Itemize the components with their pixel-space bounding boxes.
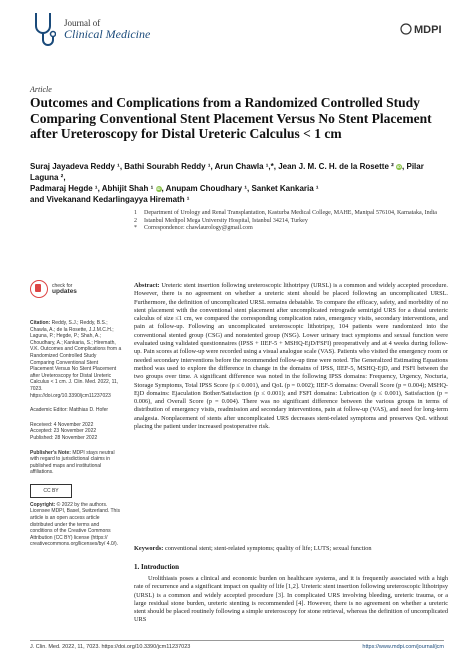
mdpi-label: MDPI [414,24,442,36]
mdpi-logo-icon [400,20,444,38]
keywords-text: conventional stent; stent-related symptoms; quality of life; LUTS; sexual function [164,545,372,552]
affiliation-number: 2 [134,217,137,224]
affiliation-item [134,218,454,226]
journal-name: Clinical Medicine [64,27,151,41]
check-for-updates-button[interactable] [30,280,122,298]
affiliation-item [134,225,454,233]
copyright-label: Copyright: [30,501,56,508]
updates-check-label: check for [52,283,73,289]
updates-label: updates [52,288,77,295]
published-date: Published: 28 November 2022 [30,434,98,441]
orcid-icon[interactable]: iD [397,164,402,169]
citation-block [30,320,122,399]
footer-citation[interactable]: J. Clin. Med. 2022, 11, 7023. https://doi.org/10.3390/jcm11237023 [30,644,191,650]
copyright-text: © 2022 by the authors. Licensee MDPI, Basel, Switzerland. This article is an open access article distributed under the terms and conditions of the Creative Commons Attribution (CC BY) license (https:// creativecommons.org/licenses/by/ 4.0/). [30,501,120,548]
received-date: Received: 4 November 2022 [30,421,94,428]
author-line-5: and Vivekanand Kedarlingayya Hiremath ¹ [30,195,190,204]
introduction-paragraph: Urolithiasis poses a clinical and economic burden on healthcare systems, and it is frequently associated with a high rate of recurrence and a significant impact on quality of life [1,2]. Ureteric stent insertion following ureteroscopic lithotripsy (URSL) is a common and widely accepted procedure [3]. In complicated URS involving bleeding, ureteric trauma, or a large residual stone burden, ureteric stenting is recommended [4]. However, there is no agreement on whether a ureteric stent should be placed routinely following a simple ureteroscopy for stone retrieval, whereas the definition of uncomplicated URS [134,575,448,624]
editor-block [30,407,122,414]
article-type: Article [30,85,52,94]
page-footer [30,644,444,650]
updates-icon [30,280,48,298]
journal-url-link[interactable]: https://www.mdpi.com/journal/jcm [362,644,444,650]
dates-block [30,422,122,442]
affiliations [134,210,454,233]
author-line-4: , Anupam Choudhary ¹, Sanket Kankaria ¹ [161,184,319,193]
author-list [30,161,450,205]
affiliation-number: * [134,225,137,232]
author-line-1: Suraj Jayadeva Reddy ¹, Bathi Sourabh Reddy ¹, Arun Chawla ¹,*, Jean J. M. C. H. de la Rosette ² [30,162,394,171]
abstract [134,282,448,431]
keywords-label: Keywords: [134,545,164,552]
keywords [134,545,448,553]
publisher-note [30,450,122,476]
citation-label: Citation: [30,320,51,326]
correspondence-text[interactable]: Correspondence: chawlaurology@gmail.com [144,225,253,232]
affiliation-item [134,210,454,218]
journal-header [30,10,444,56]
footer-divider [30,640,444,641]
article-sidebar [30,280,122,556]
orcid-icon[interactable]: iD [156,186,161,191]
accepted-date: Accepted: 23 November 2022 [30,428,97,435]
academic-editor: Academic Editor: Matthias D. Hofer [30,407,109,414]
abstract-text: Ureteric stent insertion following ureteroscopic lithotripsy (URSL) is a common and widely accepted procedure. However, there is no agreement on whether a ureteric stent should be placed following an uncomplicated URSL. Furthermore, the definition of uncomplicated URSL remains debatable. To compare the efficacy, safety, and morbidity of no stent placement with the conventional stent placement after uncomplicated retrograde semirigid URS for a distal ureteric calculus of size ≤1 cm, we compared the corresponding complication rates, emergency visits, secondary interventions, and pain at follow-up. Following an uncomplicated ureteroscopic lithotripsy, 104 patients were randomized into the conventional stented group (CSG) and nonstented group (NSG). Lower urinary tract symptoms and sexual function were evaluated using validated questionnaires (IPSS + IIEF-5 + MSHQ-EjD/FSFI) preoperatively and at 4 weeks during follow-up. Pain scores at follow-up were recorded using a visual analogue scale (VAS). Patients who visited the emergency room or needed secondary interventions before the recommended follow-up time were noted. The Generalized Estimating Equations method was used to explore the difference in change in the domains of IPSS, IIEF-5, MSHQ-EjD, and FSFI between the two groups over time. A significant difference was noted in the following IPSS domains: Frequency, Urgency, Nocturia, Storage Symptoms, Total IPSS Score (p ≤ 0.001), and QoL (p = 0.002); IIEF-5 domains: Overall Score (p = 0.004); MSHQ-EjD domains: Ejaculation Bother/Satisfaction (p ≤ 0.001); and FSFI domains: Lubrication (p ≤ 0.001), Satisfaction (p = 0.006), and Overall Score (p = 0.004). There was no significant difference between the various groups in terms of distribution of emergency visits, readmission and secondary interventions, pain at follow-up (VAS), and need for long-term analgesia. Nonplacement of stents after uncomplicated URS decreases stent-related symptoms and preserves QoL without placing the patient under increased postoperative risk. [134,282,449,431]
publisher-note-text: MDPI stays neutral with regard to jurisdictional claims in published maps and institutional affiliations. [30,449,115,476]
citation-text: Reddy, S.J.; Reddy, B.S.; Chawla, A.; de la Rosette, J.J.M.C.H.; Laguna, P.; Hegde, P.; Shah, A.; Choudhary, A.; Kankaria, S.; Hiremath, V.K. Outcomes and Complications from a Randomized Controlled Study Comparing Conventional Stent Placement Versus No Stent Placement after Ureteroscopy for Distal Ureteric Calculus < 1 cm. J. Clin. Med. 2022, 11, 7023. https://doi.org/10.3390/jcm11237023 [30,320,122,399]
paper-title: Outcomes and Complications from a Randomized Controlled Study Comparing Conventional Stent Placement Versus No Stent Placement after Ureteroscopy for Distal Ureteric Calculus < 1 cm [30,95,432,141]
affiliation-text: Department of Urology and Renal Transplantation, Kasturba Medical College, MAHE, Manipal 576104, Karnataka, India [144,210,437,216]
cc-by-license-icon[interactable]: CC BY [30,484,72,498]
abstract-label: Abstract: [134,282,160,289]
affiliation-text: Istanbul Medipol Mega University Hospital, Istanbul 34214, Turkey [144,217,308,224]
publisher-note-label: Publisher's Note: [30,449,71,456]
section-heading: 1. Introduction [134,563,179,571]
journal-of-label: Journal of [64,18,101,28]
author-line-2: , Pilar Laguna ², [30,162,424,182]
journal-title [64,18,150,40]
author-line-3: Padmaraj Hegde ¹, Abhijit Shah ¹ [30,184,154,193]
copyright-block [30,502,122,548]
affiliation-number: 1 [134,210,137,216]
stethoscope-logo-icon [30,10,56,50]
